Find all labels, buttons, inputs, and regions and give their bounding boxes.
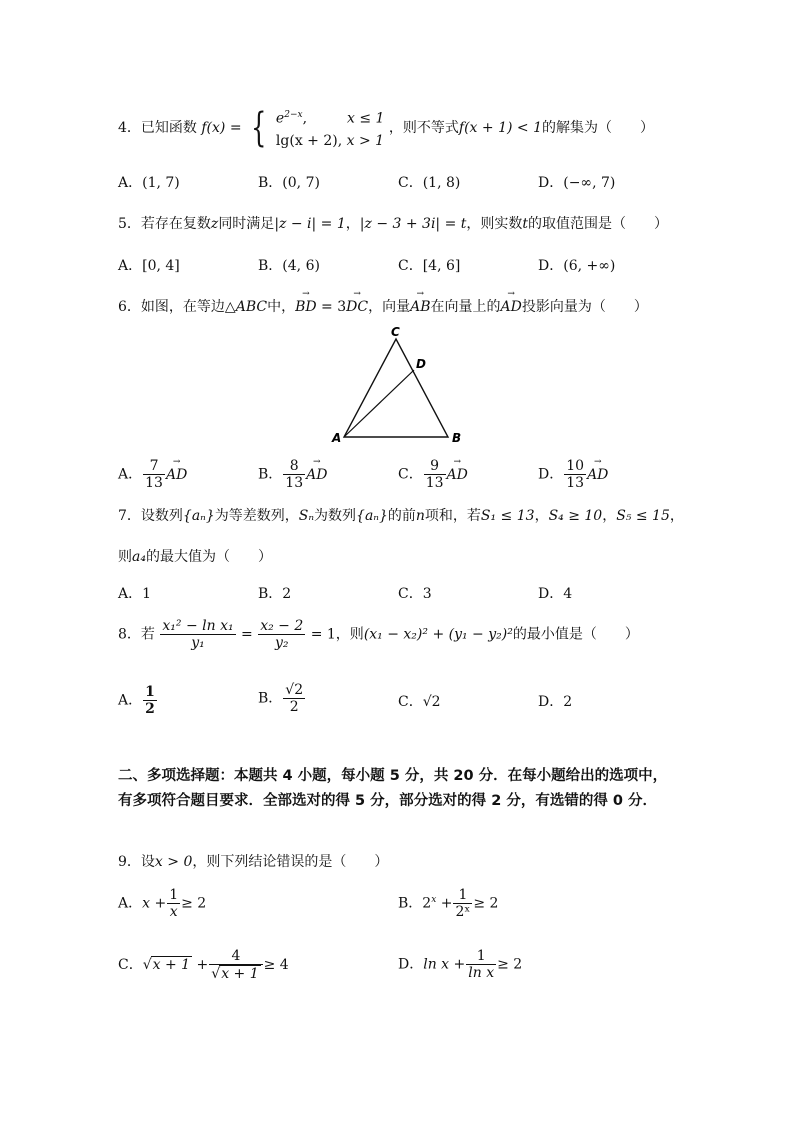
q5-option-c[interactable]: C．[4, 6] — [398, 258, 461, 274]
case-1: $e^{2-x}$, x ≤ 1 — [275, 110, 385, 127]
vertex-c-label: C — [391, 325, 400, 339]
q7-option-a[interactable]: A．1 — [118, 586, 152, 602]
question-7-line-2: 则a₄的最大值为（ ） — [118, 549, 272, 565]
q9-option-b[interactable]: B．2$^x$ + $\frac{1}{\text{2ˣ}}$ ≥ 2 — [398, 887, 499, 921]
q6-option-c[interactable]: C． $\frac{9}{13}$ → AD — [398, 458, 468, 491]
question-text: 已知函数 — [140, 119, 197, 136]
q6-option-d[interactable]: D． $\frac{10}{13}$ → AD — [538, 458, 608, 491]
question-number: 4． — [118, 119, 141, 136]
q6-option-b[interactable]: B． $\frac{8}{13}$ → AD — [258, 458, 327, 491]
q7-option-d[interactable]: D．4 — [538, 586, 573, 602]
inequality: f(x + 1) < 1 — [458, 119, 542, 136]
question-7-line-1: 7．设数列{aₙ}为等差数列，Sₙ为数列{aₙ}的前n项和，若S₁ ≤ 13，S₄ ≥ 10，S₅ ≤ 15， — [118, 508, 684, 524]
case-2: lg(x + 2), x > 1 — [275, 132, 385, 149]
q5-option-a[interactable]: A．[0, 4] — [118, 258, 180, 274]
brace-symbol: { — [251, 104, 267, 151]
q8-option-d[interactable]: D．2 — [538, 694, 573, 710]
q9-option-c[interactable]: C．√x + 1 + $\frac{4}{√x + 1}$ ≥ 4 — [118, 948, 289, 983]
piecewise-cases — [276, 104, 385, 152]
question-8: 8．若 $\frac{\text{x₁² − ln x₁}}{\text{y₁}}$ = $\frac{\text{x₂ − 2}}{\text{y₂}}$ = 1，则(x₁ − x₂)² + (y₁ − y₂)²的最小值是（ ） — [118, 618, 639, 652]
vertex-d-label: D — [416, 357, 426, 371]
q5-option-d[interactable]: D．(6, +∞) — [538, 258, 616, 274]
vertex-a-label: A — [332, 431, 342, 445]
segment-ad — [344, 370, 414, 437]
vertex-b-label: B — [452, 431, 462, 445]
question-5: 5．若存在复数z同时满足|z − i| = 1，|z − 3 + 3i| = t，则实数t的取值范围是（ ） — [118, 216, 669, 232]
function-name: f(x) = — [201, 119, 242, 136]
q9-option-a[interactable]: A．x + $\frac{1}{x}$ ≥ 2 — [118, 887, 207, 921]
q7-option-b[interactable]: B．2 — [258, 586, 292, 602]
q8-option-a[interactable]: A． $\frac{1}{2}$ — [118, 684, 155, 718]
section-2-heading: 二、多项选择题：本题共 4 小题，每小题 5 分，共 20 分．在每小题给出的选项中，有多项符合题目要求．全部选对的得 5 分，部分选对的得 2 分，有选错的得 0 分． — [118, 768, 668, 809]
q8-option-c[interactable]: C．√2 — [398, 694, 441, 710]
question-6: 6．如图，在等边△ABC中，→ BD = 3→ DC，向量→ AB在向量上的→ AD投影向量为（ ） — [118, 296, 648, 316]
q4-option-a[interactable]: A．(1, 7) — [118, 175, 180, 191]
q8-option-b[interactable]: B． $\frac{√2}{2}$ — [258, 682, 304, 716]
q4-option-d[interactable]: D．(−∞, 7) — [538, 175, 616, 191]
q5-option-b[interactable]: B．(4, 6) — [258, 258, 320, 274]
q9-option-d[interactable]: D．ln x + $\frac{1}{\text{ln x}}$ ≥ 2 — [398, 948, 523, 982]
q4-option-c[interactable]: C．(1, 8) — [398, 175, 461, 191]
question-9: 9．设x > 0，则下列结论错误的是（ ） — [118, 854, 389, 870]
question-4: 4．已知函数 f(x) = { $e^{2-x}$, x ≤ 1 lg(x + 2), x > 1 ，则不等式f(x + 1) < 1的解集为（ ） — [118, 104, 654, 151]
q6-option-a[interactable]: A． $\frac{7}{13}$ → AD — [118, 458, 187, 491]
triangle-figure — [320, 325, 480, 450]
q4-option-b[interactable]: B．(0, 7) — [258, 175, 320, 191]
q7-option-c[interactable]: C．3 — [398, 586, 432, 602]
